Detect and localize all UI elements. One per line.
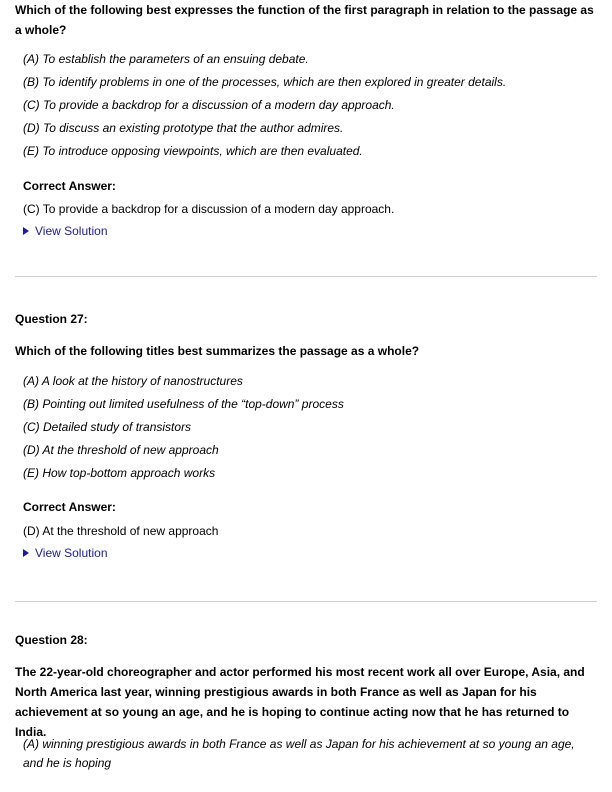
view-solution-label: View Solution: [35, 224, 108, 238]
correct-answer-text: (C) To provide a backdrop for a discussion of a modern day approach.: [23, 202, 395, 216]
option-c[interactable]: (C) Detailed study of transistors: [23, 420, 192, 434]
view-solution-label: View Solution: [35, 546, 108, 560]
divider: [15, 601, 597, 602]
view-solution-link[interactable]: [23, 545, 108, 561]
option-d[interactable]: (D) To discuss an existing prototype that the author admires.: [23, 121, 344, 135]
question-26-options: [23, 48, 593, 163]
question-28-heading: Question 28:: [15, 633, 88, 647]
question-26-stem: Which of the following best expresses the function of the first paragraph in relation to the passage as a whole?: [15, 3, 594, 37]
question-28-options: [23, 735, 583, 773]
option-d[interactable]: (D) At the threshold of new approach: [23, 443, 219, 457]
question-28-stem: The 22-year-old choreographer and actor performed his most recent work all over Europe, Asia, and North America last year, winning prestigious awards in both France as well as Japan for his achievement at so young an age, and he is hoping to continue acting now that he has returned to India.: [15, 665, 585, 739]
option-b[interactable]: (B) Pointing out limited usefulness of the “top-down” process: [23, 397, 344, 411]
correct-answer-label: Correct Answer:: [23, 500, 116, 514]
option-b[interactable]: (B) To identify problems in one of the processes, which are then explored in greater details.: [23, 75, 507, 89]
option-e[interactable]: (E) How top-bottom approach works: [23, 466, 216, 480]
question-27-stem: Which of the following titles best summarizes the passage as a whole?: [15, 344, 420, 358]
option-e[interactable]: (E) To introduce opposing viewpoints, which are then evaluated.: [23, 144, 363, 158]
question-27-heading: Question 27:: [15, 312, 88, 326]
option-a[interactable]: (A) A look at the history of nanostructures: [23, 374, 243, 388]
disclosure-triangle-icon: [23, 549, 29, 557]
option-a[interactable]: (A) To establish the parameters of an ensuing debate.: [23, 52, 309, 66]
view-solution-link[interactable]: [23, 223, 108, 239]
question-27-options: [23, 370, 593, 485]
disclosure-triangle-icon: [23, 227, 29, 235]
option-a[interactable]: (A) winning prestigious awards in both France as well as Japan for his achievement at so young an age, and he is hoping: [23, 737, 575, 770]
option-c[interactable]: (C) To provide a backdrop for a discussion of a modern day approach.: [23, 98, 395, 112]
divider: [15, 276, 597, 277]
correct-answer-text: (D) At the threshold of new approach: [23, 524, 219, 538]
correct-answer-label: Correct Answer:: [23, 179, 116, 193]
